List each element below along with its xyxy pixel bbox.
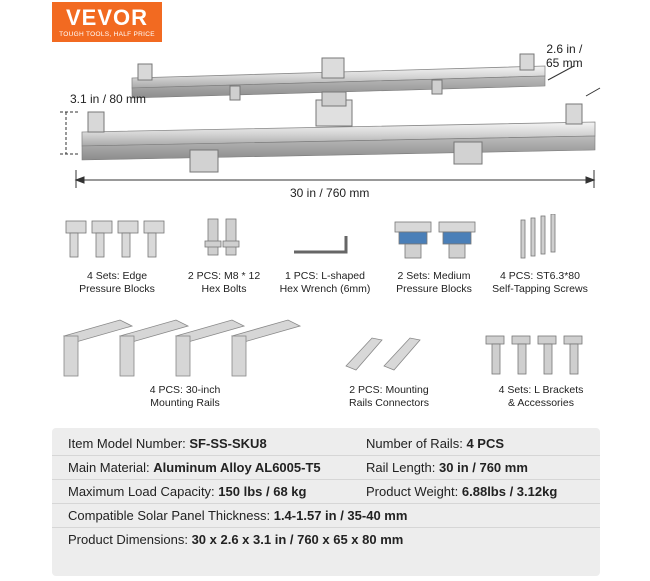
- spec-label-item-model: Item Model Number:: [68, 436, 186, 451]
- width-dimension-label: 30 in / 760 mm: [290, 186, 370, 200]
- depth-line2: 65 mm: [546, 56, 583, 70]
- spec-value-rails: 4 PCS: [466, 436, 505, 451]
- depth-dimension-label: [546, 42, 583, 70]
- part-caption-hex-wrench: 1 PCS: L-shaped Hex Wrench (6mm): [279, 270, 371, 295]
- spec-label-rail-length: Rail Length:: [366, 460, 436, 475]
- part-caption-edge-blocks: 4 Sets: Edge Pressure Blocks: [79, 270, 155, 295]
- spec-value-rail-length: 30 in / 760 mm: [439, 460, 528, 475]
- hex-wrench-icon: [290, 230, 360, 260]
- l-bracket-icon: [482, 330, 594, 378]
- spec-row: [52, 504, 600, 528]
- spec-label-load: Maximum Load Capacity:: [68, 484, 215, 499]
- part-caption-l-brackets: 4 Sets: L Brackets & Accessories: [498, 384, 584, 409]
- spec-value-load: 150 lbs / 68 kg: [218, 484, 307, 499]
- spec-value-dimensions: 30 x 2.6 x 3.1 in / 760 x 65 x 80 mm: [191, 532, 404, 547]
- spec-label-thickness: Compatible Solar Panel Thickness:: [68, 508, 271, 523]
- mounting-rail-icon: [60, 312, 330, 380]
- edge-pressure-block-icon: [60, 215, 170, 261]
- spec-table: [52, 428, 600, 576]
- self-tapping-screw-icon: [515, 214, 565, 264]
- part-caption-hex-bolts: 2 PCS: M8 * 12 Hex Bolts: [187, 270, 261, 295]
- spec-label-rails: Number of Rails:: [366, 436, 463, 451]
- spec-value-thickness: 1.4-1.57 in / 35-40 mm: [273, 508, 408, 523]
- depth-line1: 2.6 in /: [546, 42, 583, 56]
- part-caption-rails: 4 PCS: 30-inch Mounting Rails: [149, 384, 221, 409]
- spec-row: [52, 480, 600, 504]
- spec-label-dimensions: Product Dimensions:: [68, 532, 188, 547]
- rail-connector-icon: [342, 326, 432, 376]
- hex-bolt-icon: [200, 215, 246, 261]
- height-dimension-label: 3.1 in / 80 mm: [70, 92, 147, 106]
- spec-label-material: Main Material:: [68, 460, 150, 475]
- medium-pressure-block-icon: [385, 218, 485, 262]
- part-caption-medium-blocks: 2 Sets: Medium Pressure Blocks: [396, 270, 472, 295]
- spec-row: [52, 528, 600, 552]
- part-caption-screws: 4 PCS: ST6.3*80 Self-Tapping Screws: [492, 270, 588, 295]
- spec-value-weight: 6.88lbs / 3.12kg: [461, 484, 558, 499]
- spec-row: [52, 456, 600, 480]
- spec-value-material: Aluminum Alloy AL6005-T5: [153, 460, 321, 475]
- part-caption-connectors: 2 PCS: Mounting Rails Connectors: [349, 384, 429, 409]
- front-rail: [82, 92, 595, 172]
- spec-row: [52, 432, 600, 456]
- logo-tagline: TOUGH TOOLS, HALF PRICE: [59, 31, 155, 38]
- logo-brand: VEVOR: [65, 5, 149, 30]
- spec-label-weight: Product Weight:: [366, 484, 459, 499]
- spec-value-item-model: SF-SS-SKU8: [189, 436, 267, 451]
